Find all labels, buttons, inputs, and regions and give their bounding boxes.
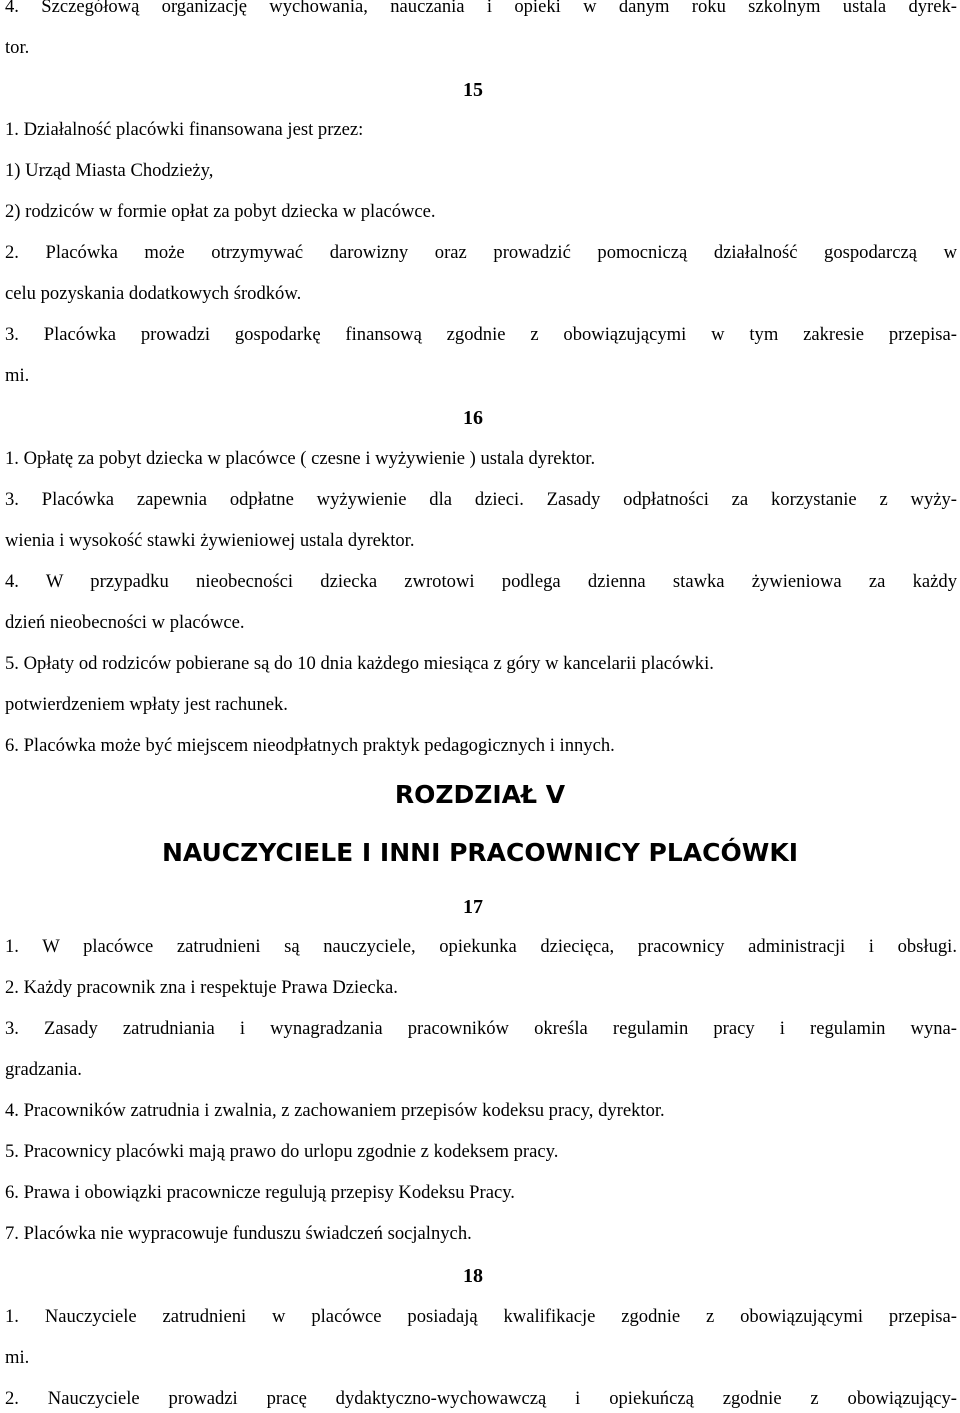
text-line: celu pozyskania dodatkowych środków. (5, 283, 302, 304)
section-number: 17 (463, 896, 483, 918)
text-line: 4. W przypadku nieobecności dziecka zwrotowi podlega dzienna stawka żywieniowa za każdy (5, 571, 957, 592)
text-line: 5. Pracownicy placówki mają prawo do urlopu zgodnie z kodeksem pracy. (5, 1141, 559, 1162)
section-number: 15 (463, 79, 483, 101)
text-line: 1. Opłatę za pobyt dziecka w placówce ( czesne i wyżywienie ) ustala dyrektor. (5, 448, 596, 469)
text-line: 1. W placówce zatrudnieni są nauczyciele, opiekunka dziecięca, pracownicy administracji i obsługi. (5, 936, 957, 957)
text-line: 2. Nauczyciele prowadzi pracę dydaktyczno-wychowawczą i opiekuńczą zgodnie z obowiązujący- (5, 1388, 957, 1409)
text-line: 2. Każdy pracownik zna i respektuje Prawa Dziecka. (5, 977, 398, 998)
chapter-title: NAUCZYCIELE I INNI PRACOWNICY PLACÓWKI (161, 838, 798, 867)
text-line: wienia i wysokość stawki żywieniowej ustala dyrektor. (5, 530, 415, 551)
text-line: 6. Placówka może być miejscem nieodpłatnych praktyk pedagogicznych i innych. (5, 735, 615, 756)
section-number: 18 (463, 1265, 483, 1287)
text-line: 4. Szczegółową organizację wychowania, nauczania i opieki w danym roku szkolnym ustala dyrek- (5, 0, 957, 17)
text-line: 6. Prawa i obowiązki pracownicze regulują przepisy Kodeksu Pracy. (5, 1182, 515, 1203)
chapter-heading: ROZDZIAŁ V (394, 780, 566, 809)
text-line: 1) Urząd Miasta Chodzieży, (5, 160, 214, 181)
text-line: potwierdzeniem wpłaty jest rachunek. (5, 694, 288, 715)
text-line: 1. Działalność placówki finansowana jest przez: (5, 119, 364, 140)
text-line: dzień nieobecności w placówce. (5, 612, 245, 633)
text-line: 1. Nauczyciele zatrudnieni w placówce posiadają kwalifikacje zgodnie z obowiązującymi przepisa- (5, 1306, 957, 1327)
text-line: 3. Zasady zatrudniania i wynagradzania pracowników określa regulamin pracy i regulamin wyna- (5, 1018, 957, 1039)
section-number: 16 (463, 407, 483, 429)
text-line: 5. Opłaty od rodziców pobierane są do 10 dnia każdego miesiąca z góry w kancelarii placówki. (5, 653, 714, 674)
text-line: gradzania. (5, 1059, 82, 1080)
text-line: 4. Pracowników zatrudnia i zwalnia, z zachowaniem przepisów kodeksu pracy, dyrektor. (5, 1100, 665, 1121)
text-line: 3. Placówka zapewnia odpłatne wyżywienie dla dzieci. Zasady odpłatności za korzystanie z wyży- (5, 489, 957, 510)
text-line: 2) rodziców w formie opłat za pobyt dziecka w placówce. (5, 201, 436, 222)
text-line: 7. Placówka nie wypracowuje funduszu świadczeń socjalnych. (5, 1223, 472, 1244)
text-line: mi. (5, 1347, 30, 1368)
text-line: tor. (5, 37, 30, 58)
text-line: mi. (5, 365, 30, 386)
text-line: 3. Placówka prowadzi gospodarkę finansową zgodnie z obowiązującymi w tym zakresie przepisa- (5, 324, 957, 345)
text-line: 2. Placówka może otrzymywać darowizny oraz prowadzić pomocniczą działalność gospodarczą w (5, 242, 957, 263)
